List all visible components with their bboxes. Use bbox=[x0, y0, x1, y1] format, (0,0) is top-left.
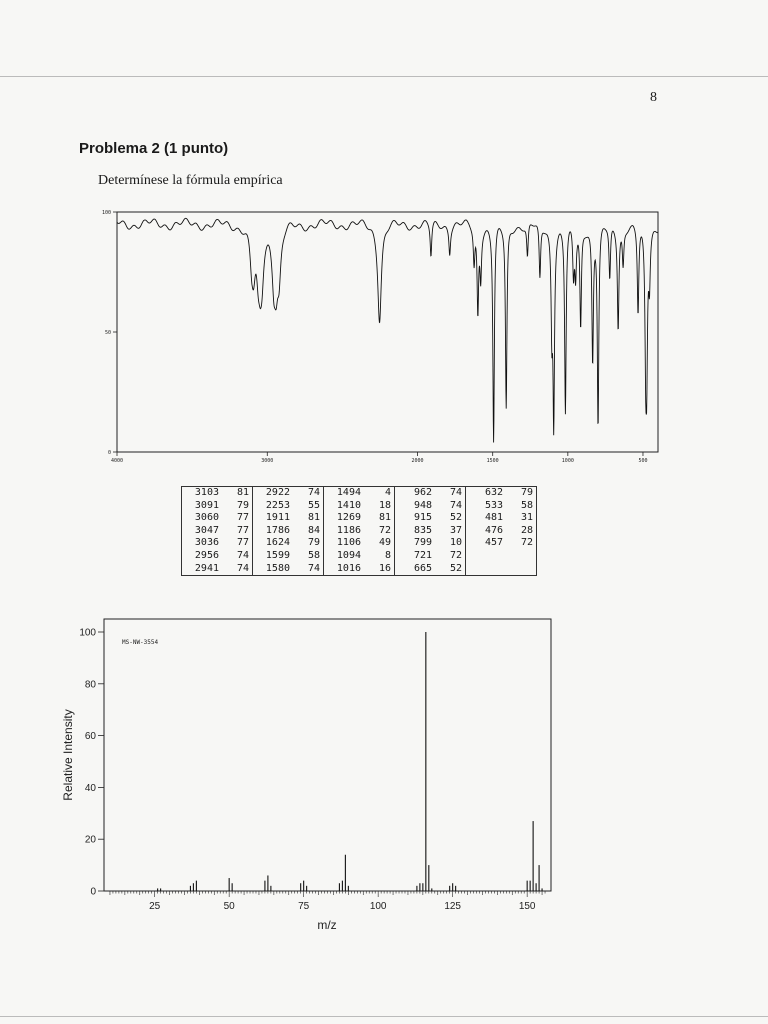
transmittance-cell: 74 bbox=[293, 487, 324, 500]
ir-x-tick-label: 1500 bbox=[486, 458, 499, 464]
wavenumber-cell: 1599 bbox=[265, 549, 290, 561]
ir-ticks bbox=[102, 210, 648, 464]
transmittance-cell: 52 bbox=[435, 563, 466, 576]
ir-x-tick-label: 3000 bbox=[261, 458, 274, 464]
ms-plot-frame bbox=[104, 619, 551, 891]
wavenumber-cell: 665 bbox=[413, 562, 432, 574]
wavenumber-cell: 1911 bbox=[265, 512, 290, 524]
ms-y-axis-title: Relative Intensity bbox=[61, 709, 75, 801]
transmittance-cell bbox=[506, 563, 537, 576]
transmittance-cell: 31 bbox=[506, 512, 537, 525]
transmittance-cell: 55 bbox=[293, 500, 324, 513]
ir-x-tick-label: 2000 bbox=[411, 458, 424, 464]
wavenumber-cell: 2253 bbox=[265, 499, 290, 511]
ir-table-row bbox=[182, 563, 537, 576]
transmittance-cell: 79 bbox=[222, 500, 253, 513]
ir-x-tick-label: 1000 bbox=[561, 458, 574, 464]
transmittance-cell: 52 bbox=[435, 512, 466, 525]
ms-y-tick-label: 20 bbox=[84, 834, 96, 846]
ir-table-row bbox=[182, 512, 537, 525]
transmittance-cell: 49 bbox=[364, 537, 395, 550]
transmittance-cell: 74 bbox=[293, 563, 324, 576]
transmittance-cell: 8 bbox=[364, 550, 395, 563]
transmittance-cell: 81 bbox=[222, 487, 253, 500]
wavenumber-cell: 915 bbox=[413, 512, 432, 524]
ms-y-tick-label: 0 bbox=[90, 886, 96, 898]
transmittance-cell: 16 bbox=[364, 563, 395, 576]
transmittance-cell: 74 bbox=[222, 563, 253, 576]
wavenumber-cell: 1186 bbox=[336, 524, 361, 536]
ir-y-tick-label: 100 bbox=[101, 210, 111, 216]
wavenumber-cell: 1786 bbox=[265, 524, 290, 536]
ms-x-tick-label: 75 bbox=[298, 901, 310, 912]
page-number: 8 bbox=[650, 90, 657, 105]
ms-x-tick-label: 50 bbox=[223, 901, 235, 912]
wavenumber-cell: 2956 bbox=[194, 549, 219, 561]
ms-y-tick-label: 40 bbox=[84, 782, 96, 794]
wavenumber-cell: 1269 bbox=[336, 512, 361, 524]
ir-spectrum-chart bbox=[0, 0, 768, 480]
wavenumber-cell: 1580 bbox=[265, 562, 290, 574]
wavenumber-cell: 1410 bbox=[336, 499, 361, 511]
transmittance-cell: 77 bbox=[222, 512, 253, 525]
ms-bars bbox=[158, 632, 542, 891]
transmittance-cell: 4 bbox=[364, 487, 395, 500]
transmittance-cell: 72 bbox=[435, 550, 466, 563]
transmittance-cell: 58 bbox=[293, 550, 324, 563]
wavenumber-cell bbox=[466, 550, 507, 563]
wavenumber-cell: 835 bbox=[413, 524, 432, 536]
wavenumber-cell: 948 bbox=[413, 499, 432, 511]
wavenumber-cell: 962 bbox=[413, 487, 432, 498]
ms-x-tick-label: 25 bbox=[149, 901, 161, 912]
transmittance-cell: 81 bbox=[364, 512, 395, 525]
wavenumber-cell: 533 bbox=[484, 499, 503, 511]
transmittance-cell: 74 bbox=[435, 500, 466, 513]
wavenumber-cell: 457 bbox=[484, 537, 503, 549]
ir-transmittance-trace bbox=[117, 218, 658, 442]
ir-x-tick-label: 500 bbox=[638, 458, 648, 464]
ir-table-row bbox=[182, 550, 537, 563]
ir-table-row bbox=[182, 500, 537, 513]
wavenumber-cell: 3103 bbox=[194, 487, 219, 498]
transmittance-cell: 79 bbox=[293, 537, 324, 550]
transmittance-cell: 74 bbox=[435, 487, 466, 500]
ir-y-tick-label: 0 bbox=[107, 450, 111, 456]
transmittance-cell: 77 bbox=[222, 537, 253, 550]
transmittance-cell: 74 bbox=[222, 550, 253, 563]
transmittance-cell: 72 bbox=[506, 537, 537, 550]
wavenumber-cell: 2922 bbox=[265, 487, 290, 498]
transmittance-cell: 37 bbox=[435, 525, 466, 538]
wavenumber-cell: 1094 bbox=[336, 549, 361, 561]
problem-title: Problema 2 (1 punto) bbox=[79, 140, 229, 157]
ms-x-tick-label: 100 bbox=[369, 901, 387, 912]
ms-y-tick-label: 100 bbox=[79, 627, 96, 639]
wavenumber-cell: 2941 bbox=[194, 562, 219, 574]
ms-x-axis-title: m/z bbox=[317, 918, 337, 932]
wavenumber-cell: 799 bbox=[413, 537, 432, 549]
ir-table-row bbox=[182, 537, 537, 550]
ir-peak-table bbox=[181, 486, 537, 576]
wavenumber-cell: 3047 bbox=[194, 524, 219, 536]
transmittance-cell bbox=[506, 550, 537, 563]
wavenumber-cell: 3060 bbox=[194, 512, 219, 524]
transmittance-cell: 58 bbox=[506, 500, 537, 513]
transmittance-cell: 79 bbox=[506, 487, 537, 500]
transmittance-cell: 84 bbox=[293, 525, 324, 538]
transmittance-cell: 28 bbox=[506, 525, 537, 538]
wavenumber-cell: 1016 bbox=[336, 562, 361, 574]
problem-instruction: Determínese la fórmula empírica bbox=[98, 173, 283, 188]
transmittance-cell: 10 bbox=[435, 537, 466, 550]
ms-y-tick-label: 60 bbox=[84, 731, 96, 743]
ms-ticks bbox=[79, 628, 545, 913]
ms-y-tick-label: 80 bbox=[84, 679, 96, 691]
wavenumber-cell: 632 bbox=[484, 487, 503, 498]
scan-artifact-line bbox=[0, 1016, 768, 1017]
ms-sample-id: MS-NW-3554 bbox=[122, 639, 159, 646]
ir-y-tick-label: 50 bbox=[104, 330, 111, 336]
wavenumber-cell: 721 bbox=[413, 549, 432, 561]
wavenumber-cell: 1106 bbox=[336, 537, 361, 549]
wavenumber-cell: 3091 bbox=[194, 499, 219, 511]
ir-x-tick-label: 4000 bbox=[110, 458, 124, 464]
ms-x-tick-label: 150 bbox=[518, 901, 536, 912]
ir-plot-frame bbox=[117, 212, 658, 452]
transmittance-cell: 81 bbox=[293, 512, 324, 525]
transmittance-cell: 72 bbox=[364, 525, 395, 538]
ir-table-row bbox=[182, 487, 537, 500]
transmittance-cell: 77 bbox=[222, 525, 253, 538]
wavenumber-cell: 476 bbox=[484, 524, 503, 536]
wavenumber-cell: 481 bbox=[484, 512, 503, 524]
transmittance-cell: 18 bbox=[364, 500, 395, 513]
wavenumber-cell: 1624 bbox=[265, 537, 290, 549]
wavenumber-cell: 1494 bbox=[336, 487, 361, 498]
wavenumber-cell: 3036 bbox=[194, 537, 219, 549]
ir-table-row bbox=[182, 525, 537, 538]
ms-x-tick-label: 125 bbox=[444, 901, 462, 912]
wavenumber-cell bbox=[466, 563, 507, 576]
